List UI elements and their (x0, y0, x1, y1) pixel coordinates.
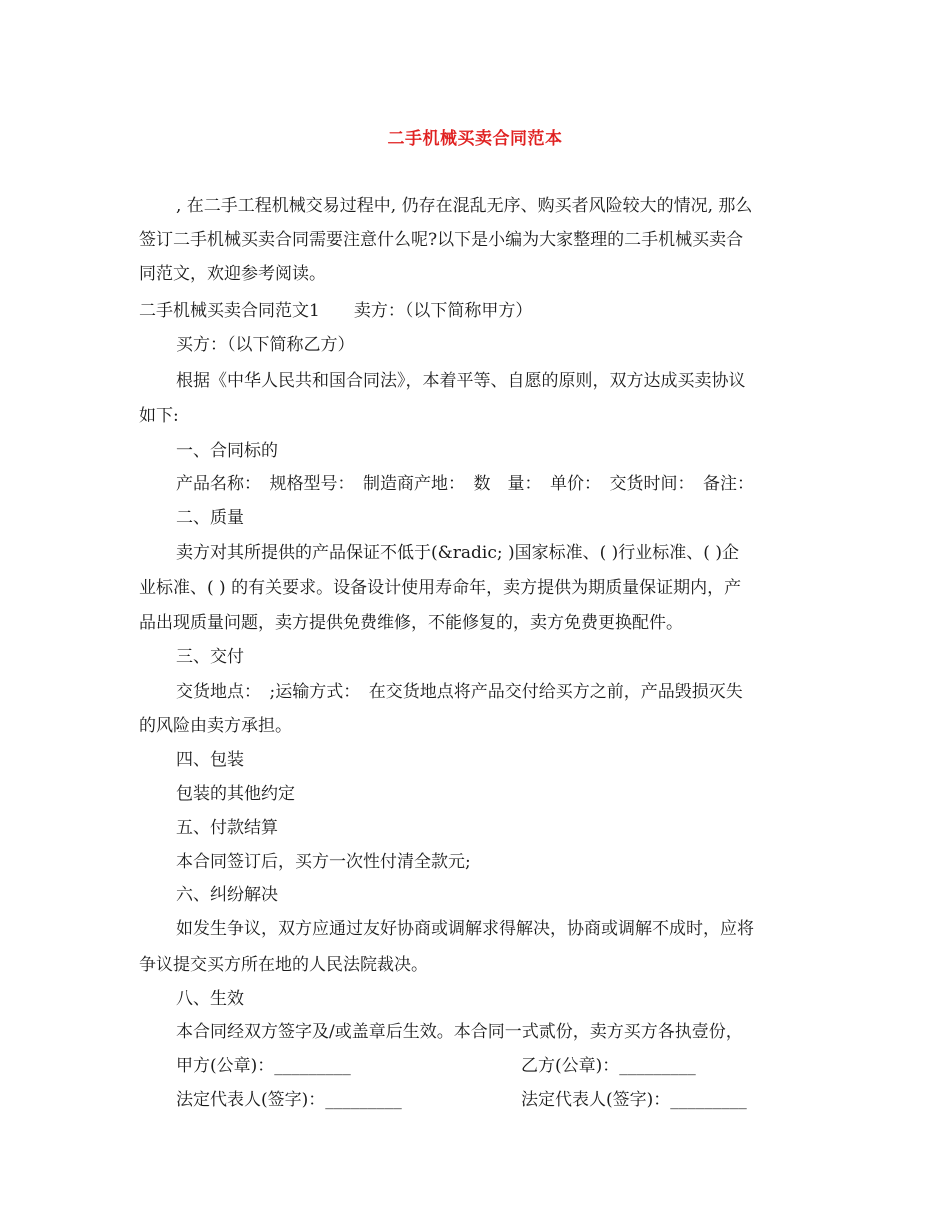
quality-line-2: 业标准、( ) 的有关要求。设备设计使用寿命年，卖方提供为期质量保证期内，产 (139, 578, 742, 598)
party-b-representative: 法定代表人(签字)：_________ (521, 1090, 747, 1110)
section-heading-4: 四、包装 (176, 750, 244, 770)
section-heading-2: 二、质量 (176, 508, 244, 528)
intro-line-2: 签订二手机械买卖合同需要注意什么呢?以下是小编为大家整理的二手机械买卖合 (139, 230, 744, 250)
party-a-representative: 法定代表人(签字)：_________ (176, 1090, 402, 1110)
section-heading-5: 五、付款结算 (176, 818, 278, 838)
delivery-line-1: 交货地点： ;运输方式： 在交货地点将产品交付给买方之前，产品毁损灭失 (176, 682, 743, 702)
quality-line-3: 品出现质量问题，卖方提供免费维修，不能修复的，卖方免费更换配件。 (139, 613, 683, 633)
buyer-line: 买方：（以下简称乙方） (176, 335, 355, 355)
preamble-line-1: 根据《中华人民共和国合同法》，本着平等、自愿的原则，双方达成买卖协议 (176, 371, 746, 391)
dispute-line-2: 争议提交买方所在地的人民法院裁决。 (139, 955, 428, 975)
party-b-seal: 乙方(公章)：_________ (521, 1056, 696, 1076)
payment-line: 本合同签订后，买方一次性付清全款元; (176, 852, 471, 872)
dispute-line-1: 如发生争议，双方应通过友好协商或调解求得解决，协商或调解不成时，应将 (176, 919, 754, 939)
intro-line-3: 同范文，欢迎参考阅读。 (139, 264, 326, 284)
section-heading-6: 六、纠纷解决 (176, 885, 278, 905)
packaging-line: 包装的其他约定 (176, 784, 295, 804)
section-heading-3: 三、交付 (176, 647, 244, 667)
product-fields-line: 产品名称： 规格型号： 制造商产地： 数 量： 单价： 交货时间： 备注： (176, 474, 754, 494)
intro-line-1: , 在二手工程机械交易过程中, 仍存在混乱无序、购买者风险较大的情况, 那么 (176, 196, 753, 216)
party-a-seal: 甲方(公章)：_________ (176, 1056, 351, 1076)
effect-line: 本合同经双方签字及/或盖章后生效。本合同一式贰份，卖方买方各执壹份， (176, 1022, 743, 1042)
seller-line: 二手机械买卖合同范文1 卖方：（以下简称甲方） (139, 301, 533, 321)
document-title: 二手机械买卖合同范本 (387, 129, 563, 149)
section-heading-8: 八、生效 (176, 989, 244, 1009)
section-heading-1: 一、合同标的 (176, 441, 278, 461)
quality-line-1: 卖方对其所提供的产品保证不低于(&radic; )国家标准、( )行业标准、( )企 (176, 543, 739, 563)
preamble-line-2: 如下: (139, 406, 179, 426)
delivery-line-2: 的风险由卖方承担。 (139, 716, 292, 736)
